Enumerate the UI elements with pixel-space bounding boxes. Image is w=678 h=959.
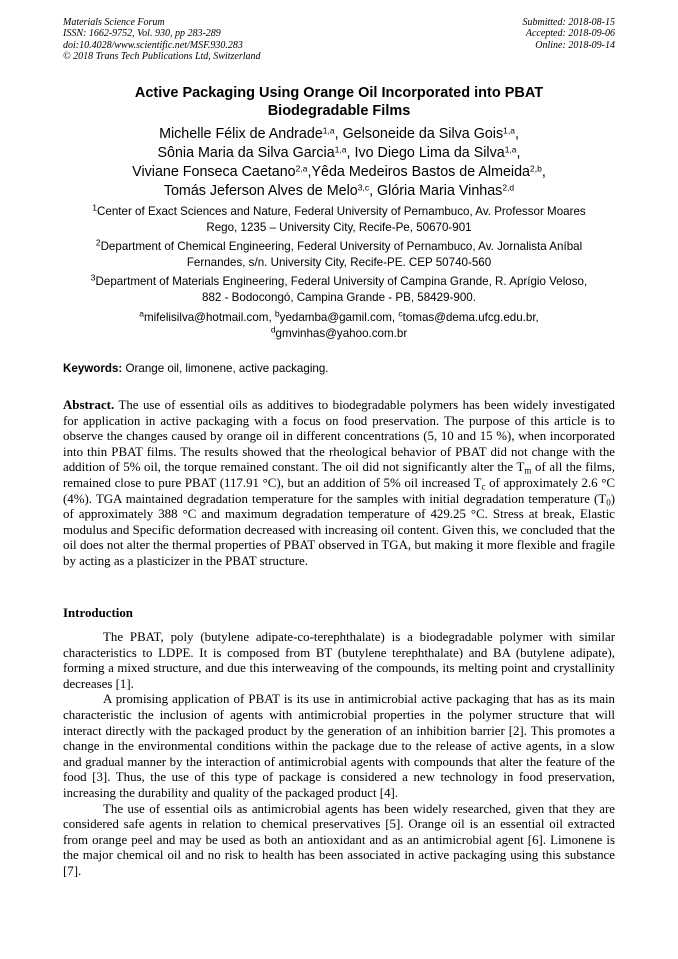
email-mark: c (398, 308, 403, 319)
journal-header (63, 17, 261, 63)
author-name: Viviane Fonseca Caetano (132, 164, 296, 180)
email-line (63, 326, 615, 342)
author-list (63, 125, 615, 201)
affiliation-line: Fernandes, s/n. University City, Recife-PE. CEP 50740-560 (186, 256, 492, 269)
author-affiliation-mark: 2,b (530, 163, 542, 174)
affiliation-line: Rego, 1235 – University City, Recife-Pe, 50670-901 (206, 221, 472, 234)
keywords-label: Keywords: (63, 362, 123, 375)
author-name: Tomás Jeferson Alves de Melo (163, 183, 358, 199)
author-line (63, 163, 615, 182)
affiliation-line (63, 274, 615, 290)
author-affiliation-mark: 1,a (334, 144, 347, 155)
author-affiliation-mark: 1,a (503, 125, 515, 136)
abstract-text: of all the films, remained close to pure PBAT (117.91 °C), but an addition of 5% oil increased T (63, 460, 616, 490)
accepted-date: Accepted: 2018-09-06 (525, 28, 615, 40)
author-affiliation-mark: 2,d (502, 182, 515, 193)
author-affiliation-mark: 1,a (322, 125, 335, 136)
author-name: Michelle Félix de Andrade (159, 126, 323, 142)
affiliation-3 (63, 274, 615, 306)
affiliation-number: 2 (95, 237, 101, 248)
author-name: Sônia Maria da Silva Garcia (157, 145, 335, 161)
author-emails (63, 310, 615, 342)
author-name: Ivo Diego Lima da Silva (354, 145, 505, 161)
abstract (63, 398, 615, 570)
abstract-subscript: m (524, 465, 532, 476)
introduction-paragraph: The use of essential oils as antimicrobial agents has been widely researched, given that they are considered safe agents in relation to chemical preservatives [5]. Orange oil is an essential oil extracted from orange peel and may be used as both an antioxidant and as an antimicrobial agent [6]. Limonene is the major chemical oil and no risk to health has been associated in active packaging using this substance [7]. (63, 801, 615, 878)
author-separator: , (334, 126, 343, 142)
email-line (63, 310, 615, 326)
abstract-subscript: c (481, 481, 486, 492)
affiliation-text: Department of Materials Engineering, Federal University of Campina Grande, R. Aprígio Veloso, (95, 275, 588, 288)
affiliation-1 (63, 204, 615, 236)
affiliation-number: 1 (92, 202, 98, 213)
abstract-subscript: 0 (606, 496, 611, 507)
title-line-1: Active Packaging Using Orange Oil Incorporated into PBAT (134, 85, 544, 101)
abstract-text: of approximately 2.6 °C (4%). TGA maintained degradation temperature for the samples with initial degradation temperature (T (63, 475, 615, 506)
introduction-body (63, 630, 615, 880)
keywords (63, 361, 615, 376)
keywords-text: Orange oil, limonene, active packaging. (122, 362, 329, 375)
author-name: Yêda Medeiros Bastos de Almeida (311, 164, 531, 180)
affiliation-line (63, 239, 615, 255)
email-c: tomas@dema.ufcg.edu.br, (402, 311, 539, 324)
email-b: yedamba@gamil.com, (279, 311, 399, 324)
author-line (63, 182, 615, 201)
journal-name: Materials Science Forum (63, 17, 165, 28)
affiliation-text: Department of Chemical Engineering, Federal University of Pernambuco, Av. Jornalista Aníbal (100, 240, 583, 253)
paper-title (63, 84, 615, 120)
author-separator: , (516, 145, 521, 161)
author-affiliation-mark: 3,c (357, 182, 370, 193)
title-line-2: Biodegradable Films (267, 103, 411, 119)
author-affiliation-mark: 1,a (504, 144, 517, 155)
journal-doi: doi:10.4028/www.scientific.net/MSF.930.283 (63, 39, 243, 51)
author-name: Glória Maria Vinhas (377, 183, 503, 199)
submitted-date: Submitted: 2018-08-15 (522, 17, 615, 28)
author-separator: , (307, 164, 312, 180)
abstract-text: The use of essential oils as additives to biodegradable polymers has been widely investigated for application in active packaging with a focus on food preservation. The purpose of this article is to observe the changes caused by orange oil in different concentrations (5, 10 and 15 %), when incorporated into thin PBAT films. The results showed that the rheological behavior of PBAT did not change with the addition of 5% oil, the torque remained constant. The oil did not significantly alter the T (63, 398, 615, 475)
affiliation-2 (63, 239, 615, 271)
abstract-text: ) of approximately 388 °C and maximum degradation temperature of 429.25 °C. Stress at break, Elastic modulus and Specific deformation decreased with increasing oil content. Given this, we concluded that the oil does not alter the thermal properties of PBAT observed in TGA, but making it more flexible and fragile by acting as a plasticizer in the PBAT structure. (63, 491, 615, 568)
introduction-paragraph: A promising application of PBAT is its use in antimicrobial active packaging that has as its main characteristic the inclusion of agents with antimicrobial properties in the polymer structure that will interact directly with the packaged product by the generation of an inhibition barrier [2]. This promotes a change in the environmental conditions within the package due to the release of active agents, in a slow and gradual manner by the interaction of antimicrobial agents with compounds that alter the feature of the food [3]. Thus, the use of this type of package is considered a new technology in food preservation, increasing the durability and quality of the packaged product [4]. (63, 692, 615, 800)
email-d: gmvinhas@yahoo.com.br (275, 327, 408, 340)
introduction-paragraph: The PBAT, poly (butylene adipate-co-terephthalate) is a biodegradable polymer with similar characteristics to LDPE. It is composed from BT (butylene terephthalate) and BA (butylene adipate), forming a mixed structure, and due this interweaving of the compounds, its melting point and crystallinity decreases [1]. (63, 630, 615, 691)
author-affiliation-mark: 2,a (295, 163, 308, 174)
affiliation-text: Center of Exact Sciences and Nature, Federal University of Pernambuco, Av. Professor Moares (97, 205, 586, 218)
abstract-label: Abstract. (63, 398, 115, 412)
author-separator: , (541, 164, 546, 180)
email-mark: d (270, 324, 276, 335)
email-mark: b (274, 308, 280, 319)
author-line (63, 144, 615, 163)
email-mark: a (139, 308, 144, 319)
journal-copyright: © 2018 Trans Tech Publications Ltd, Switzerland (63, 51, 261, 63)
author-line (63, 125, 615, 144)
introduction-heading: Introduction (63, 606, 133, 620)
affiliation-number: 3 (90, 272, 96, 283)
journal-issn: ISSN: 1662-9752, Vol. 930, pp 283-289 (63, 28, 221, 40)
dates-header (523, 17, 616, 51)
affiliation-line: 882 - Bodocongó, Campina Grande - PB, 58429-900. (202, 291, 476, 304)
author-separator: , (346, 145, 355, 161)
author-name: Gelsoneide da Silva Gois (342, 126, 504, 142)
affiliation-line (63, 204, 615, 220)
email-a: mifelisilva@hotmail.com, (143, 311, 275, 324)
author-separator: , (369, 183, 378, 199)
online-date: Online: 2018-09-14 (535, 39, 615, 51)
author-separator: , (514, 126, 519, 142)
